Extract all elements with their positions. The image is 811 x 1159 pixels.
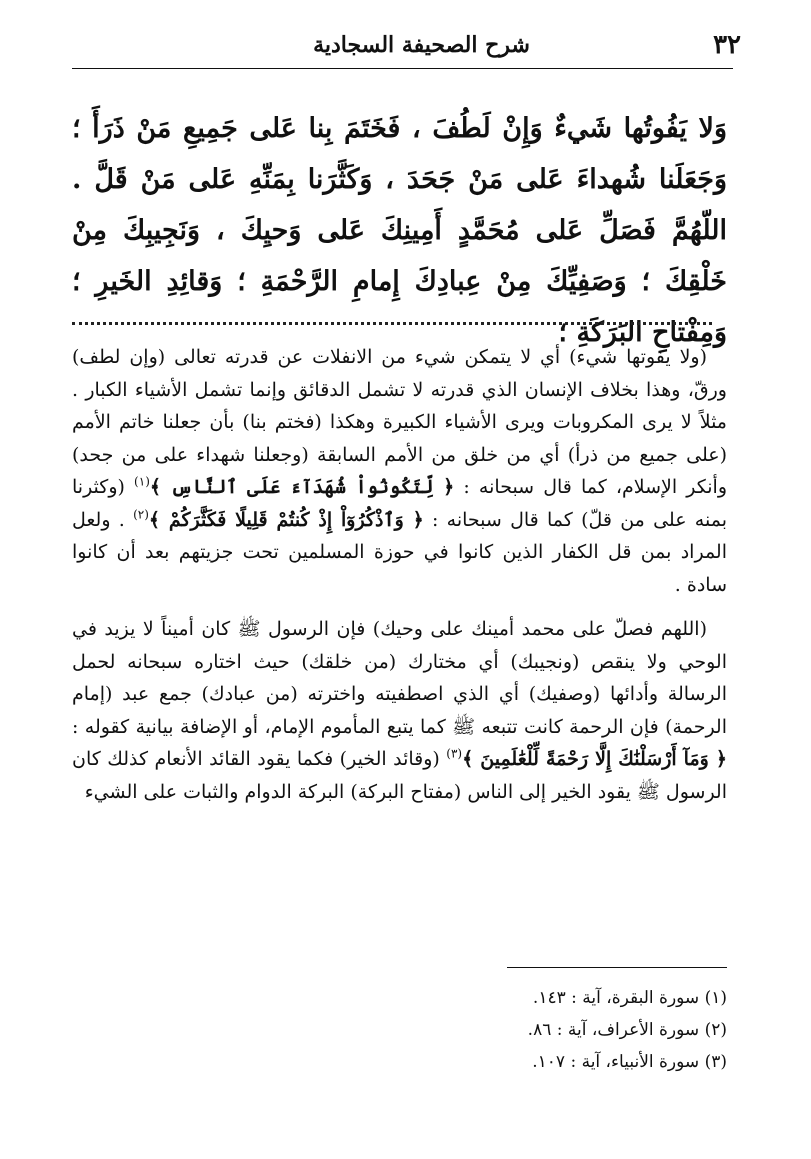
footnote-divider bbox=[507, 967, 727, 968]
commentary-text: (وكثرنا بمنه على من قلّ) كما قال سبحانه : bbox=[72, 476, 728, 531]
footnote-ref: (٣) bbox=[446, 746, 463, 761]
commentary bbox=[72, 341, 727, 820]
footnote: (٢) سورة الأعراف، آية : ٨٦. bbox=[527, 1020, 727, 1040]
commentary-text: . ولعل المراد بمن قل الكفار الذين كانوا في حوزة المسلمين تحت جزيتهم بعد أن كانوا سادة . bbox=[72, 508, 727, 596]
footnote-ref: (١) bbox=[134, 474, 150, 489]
footnotes bbox=[300, 982, 727, 1078]
commentary-paragraph bbox=[72, 613, 727, 808]
commentary-text: (اللهم فصلّ على محمد أمينك على وحيك) فإن الرسول ﷺ كان أميناً لا يزيد في الوحي ولا ينقص (ونجيبك) أي مختارك (من خلقك) حيث اختاره سبحانه لحمل الرسالة وأدائها (وصفيك) أي الذي اصطفيته واخترته (من عبادك) جمع عبد (إمام الرحمة) فإن الرحمة كانت تتبعه ﷺ كما يتبع المأموم الإمام، أو الإضافة بيانية كقوله : bbox=[72, 618, 727, 738]
running-header bbox=[72, 26, 751, 66]
commentary-text: (ولا يفوتها شيء) أي لا يتمكن شيء من الانفلات عن قدرته تعالى (وإن لطف) ورقّ، وهذا بخلاف الإنسان الذي قدرته لا تشمل الدقائق وإنما تشمل الأشياء الكبار . مثلاً لا يرى المكروبات ويرى الأشياء الكبيرة وهكذا (فختم بنا) بأن جعلنا خاتم الأمم (على جميع من ذرأ) أي من خلق من الأمم السابقة (وجعلنا شهداء على من جحد) وأنكر الإسلام، كما قال سبحانه : bbox=[72, 346, 727, 498]
quran-verse: ﴿ وَمَآ أَرْسَلْنَٰكَ إِلَّا رَحْمَةً لِّلْعَٰلَمِينَ ﴾ bbox=[462, 748, 727, 770]
commentary-paragraph bbox=[72, 341, 727, 601]
footnote-ref: (٢) bbox=[133, 507, 149, 522]
page-number: ٣٢ bbox=[713, 30, 741, 60]
quran-verse: ﴿ لِّتَكُونُواْ شُهَدَآءَ عَلَى ٱلنَّاسِ ﴾ bbox=[149, 476, 455, 498]
footnote: (١) سورة البقرة، آية : ١٤٣. bbox=[532, 988, 727, 1008]
prayer-paragraph: وَلا يَفُوتُها شَيءٌ وَإِنْ لَطُفَ ، فَخَتَمَ بِنا عَلى جَمِيعِ مَنْ ذَرَأَ ؛ وَجَعَلَنا شُهداءَ عَلى مَنْ جَحَدَ ، وَكَثَّرَنا بِمَنِّهِ عَلى مَنْ قَلَّ . اللّهُمَّ فَصَلِّ عَلى مُحَمَّدٍ أَمِينِكَ عَلى وَحيِكَ ، وَنَجِيبِكَ مِنْ خَلْقِكَ ؛ وَصَفِيِّكَ مِنْ عِبادِكَ إِمامِ الرَّحْمَةِ ؛ وَقائِدِ الخَيرِ ؛ وَمِفْتاحِ البَرَكَةِ ؛ bbox=[72, 113, 727, 348]
header-divider bbox=[72, 68, 733, 69]
quran-verse: ﴿ وَٱذْكُرُوٓاْ إِذْ كُنتُمْ قَلِيلًا فَكَثَّرَكُمْ ﴾ bbox=[148, 508, 424, 531]
dotted-divider bbox=[72, 322, 712, 325]
prayer-text bbox=[72, 103, 727, 358]
footnote: (٣) سورة الأنبياء، آية : ١٠٧. bbox=[532, 1052, 727, 1072]
book-title: شرح الصحيفة السجادية bbox=[313, 32, 530, 58]
commentary-text: (وقائد الخير) فكما يقود القائد الأنعام كذلك كان الرسول ﷺ يقود الخير إلى الناس (مفتاح البركة) البركة الدوام والثبات على الشيء bbox=[72, 748, 727, 803]
